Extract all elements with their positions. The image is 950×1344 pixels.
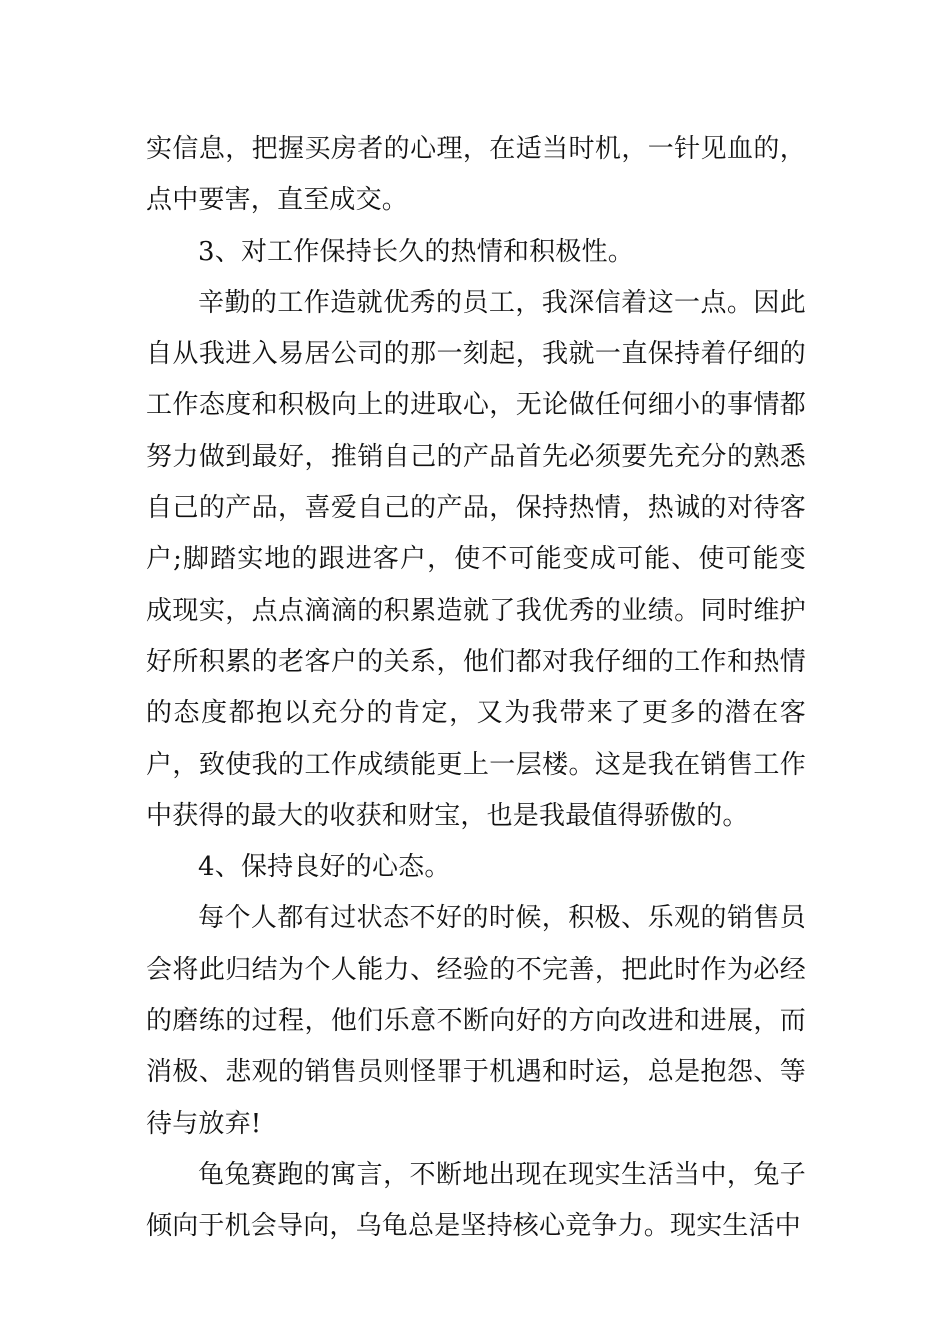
- paragraph-fable: 龟兔赛跑的寓言，不断地出现在现实生活当中，兔子倾向于机会导向，乌龟总是坚持核心竞争力。现实生活中: [146, 1159, 806, 1242]
- section-heading-3: 3、对工作保持长久的热情和积极性。: [198, 236, 634, 267]
- paragraph-mindset: 每个人都有过状态不好的时候，积极、乐观的销售员会将此归结为个人能力、经验的不完善，把此时作为必经的磨练的过程，他们乐意不断向好的方向改进和进展，而消极、悲观的销售员则怪罪于机遇和时运，总是抱怨、等待与放弃!: [146, 903, 806, 1139]
- paragraph-diligence: 辛勤的工作造就优秀的员工，我深信着这一点。因此自从我进入易居公司的那一刻起，我就一直保持着仔细的工作态度和积极向上的进取心，无论做任何细小的事情都努力做到最好，推销自己的产品首先必须要先充分的熟悉自己的产品，喜爱自己的产品，保持热情，热诚的对待客户;脚踏实地的跟进客户，使不可能变成可能、使可能变成现实，点点滴滴的积累造就了我优秀的业绩。同时维护好所积累的老客户的关系，他们都对我仔细的工作和热情的态度都抱以充分的肯定，又为我带来了更多的潜在客户，致使我的工作成绩能更上一层楼。这是我在销售工作中获得的最大的收获和财宝，也是我最值得骄傲的。: [146, 287, 806, 831]
- document-body: [146, 124, 806, 1253]
- paragraph-continuation: 实信息，把握买房者的心理，在适当时机，一针见血的，点中要害，直至成交。: [146, 134, 806, 216]
- section-heading-4: 4、保持良好的心态。: [198, 852, 451, 883]
